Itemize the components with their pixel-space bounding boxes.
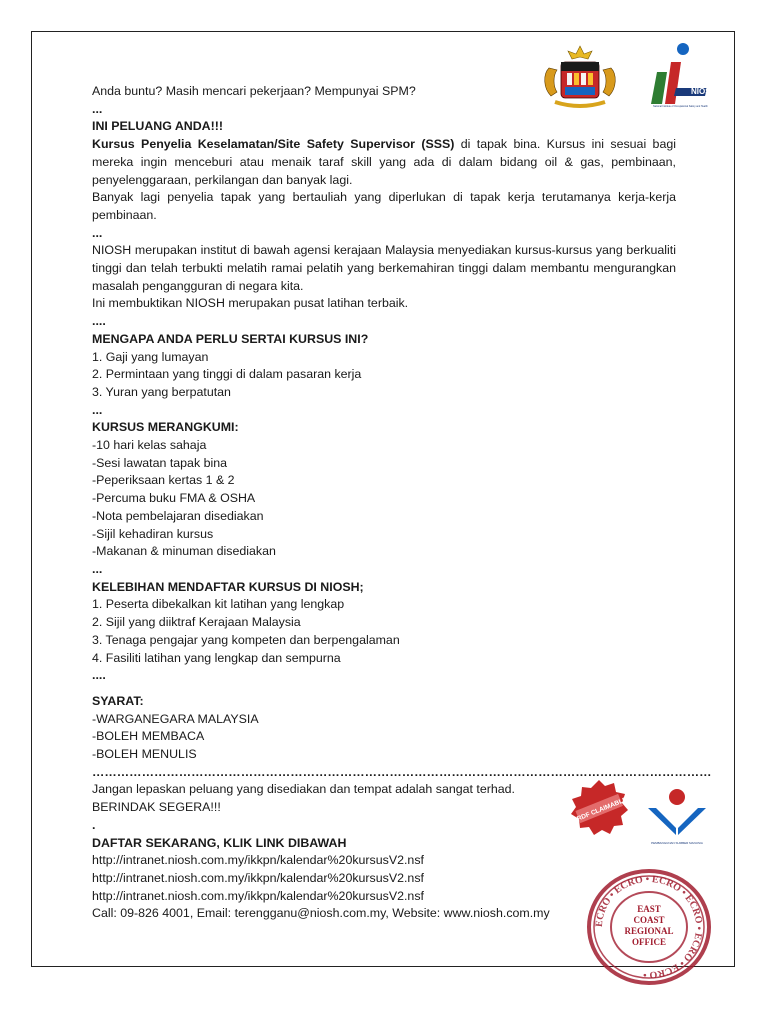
best-center-text: Ini membuktikan NIOSH merupakan pusat latihan terbaik.: [92, 296, 409, 311]
includes-heading: KURSUS MERANGKUMI:: [92, 420, 239, 435]
benefits-item: 2. Sijil yang diiktraf Kerajaan Malaysia: [92, 615, 301, 630]
requirements-heading: SYARAT:: [92, 693, 144, 708]
stamp-ring-text: ECRO • ECRO • ECRO • ECRO • ECRO • ECRO •: [593, 873, 705, 981]
includes-item: -Percuma buku FMA & OSHA: [92, 491, 256, 506]
separator: .: [92, 817, 96, 832]
registration-link[interactable]: http://intranet.niosh.com.my/ikkpn/kalendar%20kursusV2.nsf: [92, 853, 424, 868]
course-paragraph: [92, 136, 676, 189]
includes-item: -10 hari kelas sahaja: [92, 438, 207, 453]
separator: ...: [92, 561, 103, 576]
benefits-item: 1. Peserta dibekalkan kit latihan yang lengkap: [92, 597, 345, 612]
why-item: 1. Gaji yang lumayan: [92, 349, 209, 364]
course-name: Kursus Penyelia Keselamatan/Site Safety Supervisor (SSS): [92, 137, 455, 152]
separator: ...: [92, 101, 103, 116]
niosh-paragraph: NIOSH merupakan institut di bawah agensi kerajaan Malaysia menyediakan kursus-kursus yang berkualiti tinggi dan telah terbukti melatih ramai pelatih yang berkemahiran tinggi dalam membantu mengurangkan masalah pengangguran di negara kita.: [92, 243, 676, 293]
psmb-logo-text: PEMBANGUNAN SUMBER MANUSIA: [651, 841, 703, 845]
stamp-center-line-4: OFFICE: [631, 937, 667, 947]
separator: ...: [92, 402, 103, 417]
hurry-text: BERINDAK SEGERA!!!: [92, 800, 221, 815]
benefits-heading: KELEBIHAN MENDAFTAR KURSUS DI NIOSH;: [92, 579, 364, 594]
includes-item: -Sijil kehadiran kursus: [92, 526, 214, 541]
benefits-item: 3. Tenaga pengajar yang kompeten dan berpengalaman: [92, 632, 400, 647]
registration-link[interactable]: http://intranet.niosh.com.my/ikkpn/kalendar%20kursusV2.nsf: [92, 870, 424, 885]
course-description: di tapak bina. Kursus ini sesuai bagi mereka ingin menceburi atau menaik taraf skill yang ada di dalam bidang oil & gas, pembinaan, penyelenggaraan, perkilangan dan banyak lagi.: [92, 137, 676, 187]
separator: ....: [92, 668, 106, 683]
why-item: 3. Yuran yang berpatutan: [92, 384, 231, 399]
includes-item: -Makanan & minuman disediakan: [92, 544, 276, 559]
contact-line: Call: 09-826 4001, Email: terengganu@niosh.com.my, Website: www.niosh.com.my: [92, 906, 550, 921]
stamp-center-line-3: REGIONAL: [624, 926, 674, 936]
benefits-item: 4. Fasiliti latihan yang lengkap dan sempurna: [92, 650, 341, 665]
why-item: 2. Permintaan yang tinggi di dalam pasaran kerja: [92, 367, 362, 382]
includes-item: -Nota pembelajaran disediakan: [92, 508, 264, 523]
includes-item: -Peperiksaan kertas 1 & 2: [92, 473, 235, 488]
includes-item: -Sesi lawatan tapak bina: [92, 455, 228, 470]
separator: ....: [92, 314, 106, 329]
dotted-divider: ……………………………………………………………………………………………………………………………………: [92, 764, 712, 779]
requirements-item: -WARGANEGARA MALAYSIA: [92, 711, 259, 726]
opportunity-heading: INI PELUANG ANDA!!!: [92, 119, 224, 134]
intro-question: Anda buntu? Masih mencari pekerjaan? Mempunyai SPM?: [92, 84, 416, 98]
stamp-center-line-2: COAST: [633, 915, 665, 925]
limited-seats-text: Jangan lepaskan peluang yang disediakan dan tempat adalah sangat terhad.: [92, 782, 515, 797]
register-heading: DAFTAR SEKARANG, KLIK LINK DIBAWAH: [92, 835, 347, 850]
why-heading: MENGAPA ANDA PERLU SERTAI KURSUS INI?: [92, 331, 369, 346]
registration-link[interactable]: http://intranet.niosh.com.my/ikkpn/kalendar%20kursusV2.nsf: [92, 888, 424, 903]
requirements-item: -BOLEH MENULIS: [92, 747, 197, 762]
hrdf-badge-text: HRDF CLAIMABLE: [571, 796, 629, 825]
separator: ...: [92, 225, 103, 240]
niosh-logo-subtitle: National Institute of Occupational Safety and Health: [653, 105, 708, 108]
requirements-item: -BOLEH MEMBACA: [92, 729, 205, 744]
niosh-logo-text: NIOSH: [691, 87, 717, 96]
demand-paragraph: Banyak lagi penyelia tapak yang bertauliah yang diperlukan di tapak kerja terutamanya kerja-kerja pembinaan.: [92, 190, 676, 222]
stamp-center-line-1: EAST: [637, 904, 661, 914]
